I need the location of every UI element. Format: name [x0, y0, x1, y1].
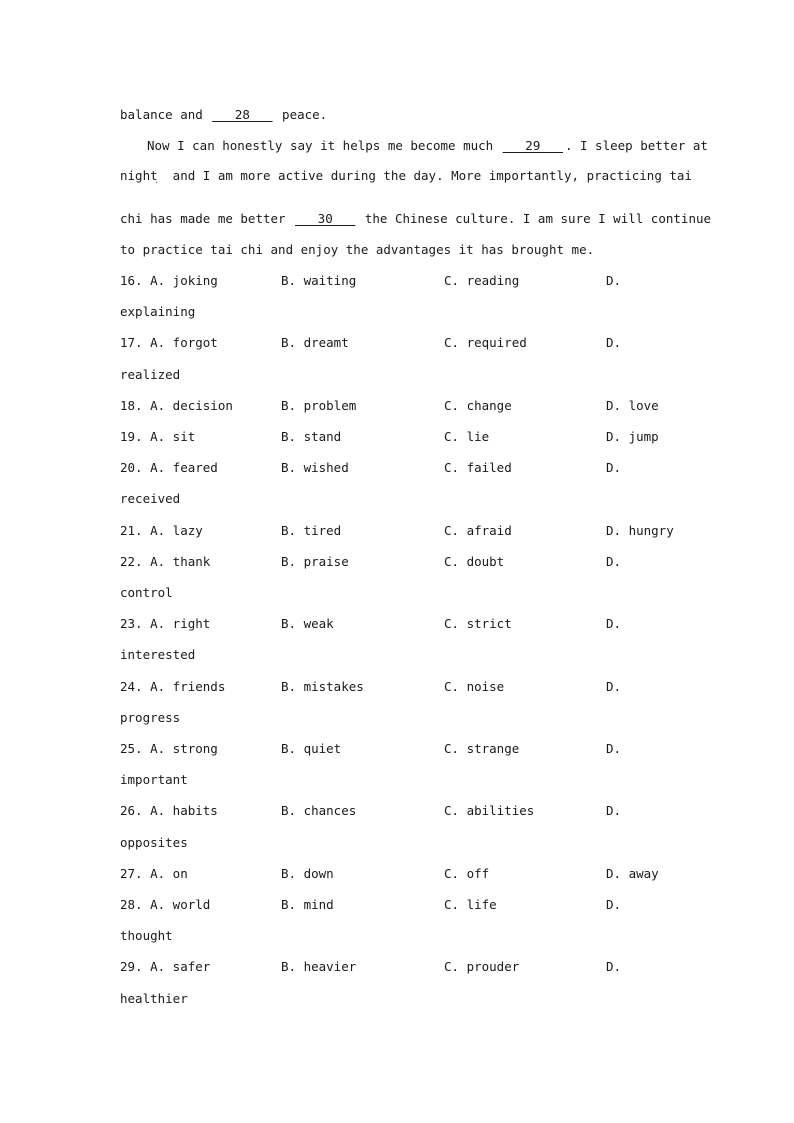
- passage-text: balance and: [120, 107, 211, 122]
- option-a: 22. A. thank: [120, 553, 211, 569]
- option-c: C. lie: [444, 429, 490, 444]
- option-d-wrapped: control: [120, 585, 173, 600]
- blank-28: ___28___: [212, 107, 273, 122]
- option-d-wrapped: progress: [120, 709, 181, 725]
- passage-text: chi has made me better: [120, 211, 294, 226]
- option-b: B. quiet: [281, 741, 342, 756]
- option-d-wrapped: received: [120, 491, 181, 507]
- passage-line-4: [120, 211, 711, 227]
- option-c: C. off: [444, 865, 490, 881]
- option-c: C. required: [444, 335, 527, 351]
- stray-mark: ﾞ: [155, 182, 160, 192]
- option-a: 23. A. right: [120, 616, 211, 632]
- option-d: D. jump: [606, 429, 659, 444]
- option-d: D.: [606, 959, 622, 975]
- option-c: C. failed: [444, 460, 512, 476]
- option-d-wrapped: realized: [120, 366, 181, 382]
- option-a: 28. A. world: [120, 897, 211, 912]
- option-b: B. problem: [281, 397, 357, 413]
- option-c: C. change: [444, 397, 512, 413]
- option-b: B. stand: [281, 429, 342, 444]
- option-a: 24. A. friends: [120, 678, 226, 694]
- option-a: 16. A. joking: [120, 273, 218, 288]
- option-a: 20. A. feared: [120, 460, 218, 476]
- passage-line-1: [120, 107, 327, 123]
- option-d: D.: [606, 335, 622, 351]
- option-b: B. mind: [281, 897, 334, 912]
- option-a: 21. A. lazy: [120, 522, 203, 538]
- option-d-wrapped: interested: [120, 647, 196, 663]
- option-a: 18. A. decision: [120, 397, 233, 413]
- option-d: D. hungry: [606, 522, 674, 538]
- option-b: B. tired: [281, 522, 342, 538]
- option-c: C. abilities: [444, 803, 535, 819]
- option-c: C. noise: [444, 678, 505, 694]
- blank-29: ___29___: [502, 138, 563, 153]
- blank-30: ___30___: [295, 211, 356, 226]
- option-b: B. praise: [281, 553, 349, 569]
- option-c: C. life: [444, 897, 497, 912]
- option-b: B. heavier: [281, 959, 357, 975]
- option-d: D. away: [606, 865, 659, 881]
- option-b: B. wished: [281, 460, 349, 476]
- option-a: 26. A. habits: [120, 803, 218, 819]
- option-a: 17. A. forgot: [120, 335, 218, 351]
- passage-text: . I sleep better at: [564, 138, 708, 153]
- option-c: C. strange: [444, 741, 520, 756]
- option-d: D. love: [606, 397, 659, 413]
- option-c: C. afraid: [444, 522, 512, 538]
- option-d-wrapped: opposites: [120, 834, 188, 850]
- passage-text: the Chinese culture. I am sure I will continue: [357, 211, 712, 226]
- passage-line-3: night and I am more active during the day. More importantly, practicing tai: [120, 168, 692, 183]
- option-d: D.: [606, 741, 622, 756]
- option-b: B. chances: [281, 803, 357, 819]
- option-a: 27. A. on: [120, 865, 188, 881]
- option-a: 19. A. sit: [120, 429, 196, 444]
- option-c: C. strict: [444, 616, 512, 632]
- option-d: D.: [606, 897, 622, 912]
- option-a: 25. A. strong: [120, 741, 218, 756]
- option-d-wrapped: thought: [120, 928, 173, 944]
- option-d-wrapped: healthier: [120, 990, 188, 1006]
- passage-text: Now I can honestly say it helps me become much: [147, 138, 501, 153]
- option-b: B. weak: [281, 616, 334, 632]
- option-d: D.: [606, 803, 622, 819]
- option-a: 29. A. safer: [120, 959, 211, 975]
- option-c: C. reading: [444, 273, 520, 288]
- option-d-wrapped: important: [120, 772, 188, 788]
- option-c: C. prouder: [444, 959, 520, 975]
- option-d: D.: [606, 678, 622, 694]
- option-d: D.: [606, 616, 622, 632]
- option-d: D.: [606, 460, 622, 476]
- option-d: D.: [606, 273, 622, 288]
- passage-text: peace.: [274, 107, 328, 122]
- passage-line-5: to practice tai chi and enjoy the advantages it has brought me.: [120, 242, 595, 257]
- option-c: C. doubt: [444, 553, 505, 569]
- passage-line-2: [147, 138, 708, 154]
- option-b: B. down: [281, 865, 334, 881]
- option-d: D.: [606, 553, 622, 569]
- option-b: B. waiting: [281, 273, 357, 288]
- option-d-wrapped: explaining: [120, 304, 196, 320]
- option-b: B. mistakes: [281, 678, 364, 694]
- option-b: B. dreamt: [281, 335, 349, 351]
